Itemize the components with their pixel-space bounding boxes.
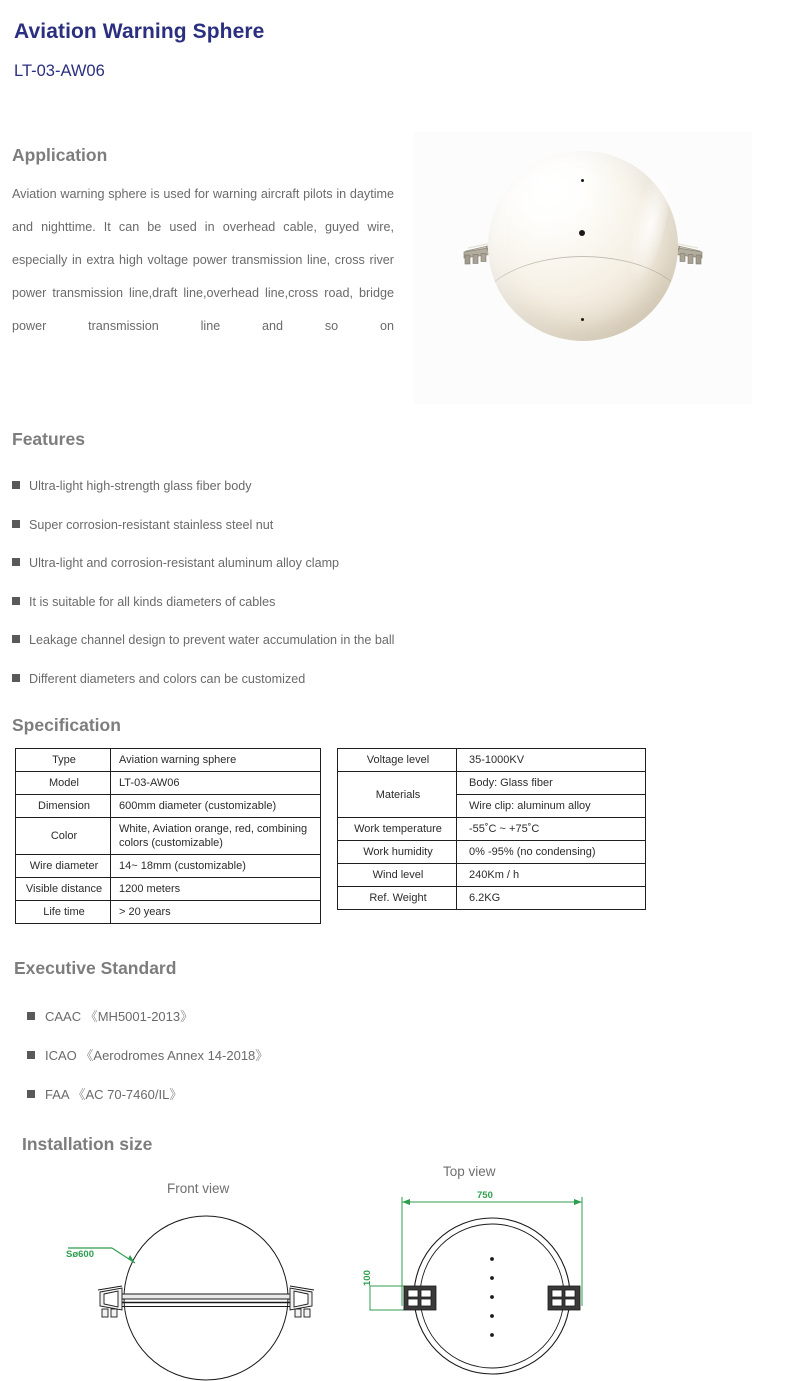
spec-value: -55˚C ~ +75˚C [457, 818, 646, 841]
square-bullet-icon [12, 481, 20, 489]
spec-value-materials-clip: Wire clip: aluminum alloy [457, 795, 646, 818]
square-bullet-icon [27, 1090, 35, 1098]
front-view-label: Front view [167, 1181, 230, 1196]
spec-key: Dimension [16, 795, 111, 818]
spec-key-materials: Materials [338, 772, 457, 818]
sphere-vent-hole-bottom [581, 318, 584, 321]
list-item [12, 555, 482, 572]
feature-text: Ultra-light and corrosion-resistant aluminum alloy clamp [29, 556, 340, 570]
section-heading-specification: Specification [12, 715, 121, 735]
features-list [12, 478, 482, 709]
feature-text: Super corrosion-resistant stainless steel nut [29, 517, 274, 532]
table-row [16, 818, 321, 855]
square-bullet-icon [27, 1051, 35, 1059]
spec-key: Model [16, 772, 111, 795]
section-heading-installation-size: Installation size [22, 1134, 153, 1154]
table-row [338, 841, 646, 864]
list-item [27, 1008, 268, 1026]
table-row [338, 887, 646, 910]
square-bullet-icon [12, 597, 20, 605]
spec-value: White, Aviation orange, red, combining colors (customizable) [111, 818, 321, 855]
spec-value: 240Km / h [457, 864, 646, 887]
section-heading-executive-standard: Executive Standard [14, 958, 177, 978]
top-view-label: Top view [443, 1164, 496, 1179]
list-item [27, 1086, 268, 1104]
spec-key: Visible distance [16, 878, 111, 901]
spec-value-materials-body: Body: Glass fiber [457, 772, 646, 795]
spec-value: 14~ 18mm (customizable) [111, 855, 321, 878]
table-row [16, 901, 321, 924]
application-description: Aviation warning sphere is used for warning aircraft pilots in daytime and nighttime. It can be used in overhead cable, guyed wire, especially in extra high voltage power transmission line, cross river power transmission line,draft line,overhead line,cross road, bridge power transmission line and so on [12, 187, 394, 333]
spec-key: Voltage level [338, 749, 457, 772]
square-bullet-icon [12, 520, 20, 528]
list-item [12, 517, 482, 534]
spec-value: LT-03-AW06 [111, 772, 321, 795]
product-model-number: LT-03-AW06 [14, 62, 105, 80]
standard-text: FAA 《AC 70-7460/IL》 [45, 1087, 183, 1102]
product-photo [414, 132, 752, 404]
feature-text: It is suitable for all kinds diameters of cables [29, 594, 276, 609]
top-view-depth-dimension-label: 100 [362, 1270, 373, 1286]
specification-table-left [15, 748, 321, 924]
list-item [12, 632, 482, 649]
table-row [338, 772, 646, 795]
table-row [16, 749, 321, 772]
section-heading-features: Features [12, 429, 85, 449]
spec-value: 6.2KG [457, 887, 646, 910]
square-bullet-icon [12, 558, 20, 566]
standard-text: CAAC 《MH5001-2013》 [45, 1009, 194, 1024]
feature-text: Different diameters and colors can be customized [29, 671, 306, 686]
executive-standard-list [27, 1008, 268, 1125]
spec-value: Aviation warning sphere [111, 749, 321, 772]
spec-value: > 20 years [111, 901, 321, 924]
table-row [338, 864, 646, 887]
table-row [338, 818, 646, 841]
front-view-dimension-label: Sø600 [66, 1249, 94, 1260]
table-row [16, 855, 321, 878]
spec-key: Wire diameter [16, 855, 111, 878]
table-row [16, 878, 321, 901]
spec-value: 35-1000KV [457, 749, 646, 772]
spec-value: 1200 meters [111, 878, 321, 901]
spec-key: Life time [16, 901, 111, 924]
spec-key: Wind level [338, 864, 457, 887]
spec-value: 600mm diameter (customizable) [111, 795, 321, 818]
list-item [12, 478, 482, 495]
square-bullet-icon [27, 1012, 35, 1020]
page-title: Aviation Warning Sphere [14, 20, 265, 43]
square-bullet-icon [12, 635, 20, 643]
spec-key: Work humidity [338, 841, 457, 864]
specification-table-right [337, 748, 646, 910]
section-heading-application: Application [12, 145, 108, 165]
top-view-width-dimension-label: 750 [477, 1190, 493, 1201]
spec-value: 0% -95% (no condensing) [457, 841, 646, 864]
list-item [12, 594, 482, 611]
sphere-vent-hole-top [581, 179, 584, 182]
top-view-drawing [360, 1186, 610, 1381]
spec-key: Ref. Weight [338, 887, 457, 910]
spec-key: Type [16, 749, 111, 772]
spec-key: Work temperature [338, 818, 457, 841]
list-item [12, 671, 482, 688]
table-row [338, 749, 646, 772]
sphere-vent-hole-middle [579, 230, 585, 236]
square-bullet-icon [12, 674, 20, 682]
table-row [16, 795, 321, 818]
spec-key: Color [16, 818, 111, 855]
standard-text: ICAO 《Aerodromes Annex 14-2018》 [45, 1048, 269, 1063]
feature-text: Leakage channel design to prevent water accumulation in the ball [29, 633, 395, 647]
list-item [27, 1047, 268, 1065]
table-row [16, 772, 321, 795]
feature-text: Ultra-light high-strength glass fiber body [29, 479, 252, 493]
front-view-drawing [60, 1210, 350, 1381]
sphere-illustration [466, 151, 700, 385]
